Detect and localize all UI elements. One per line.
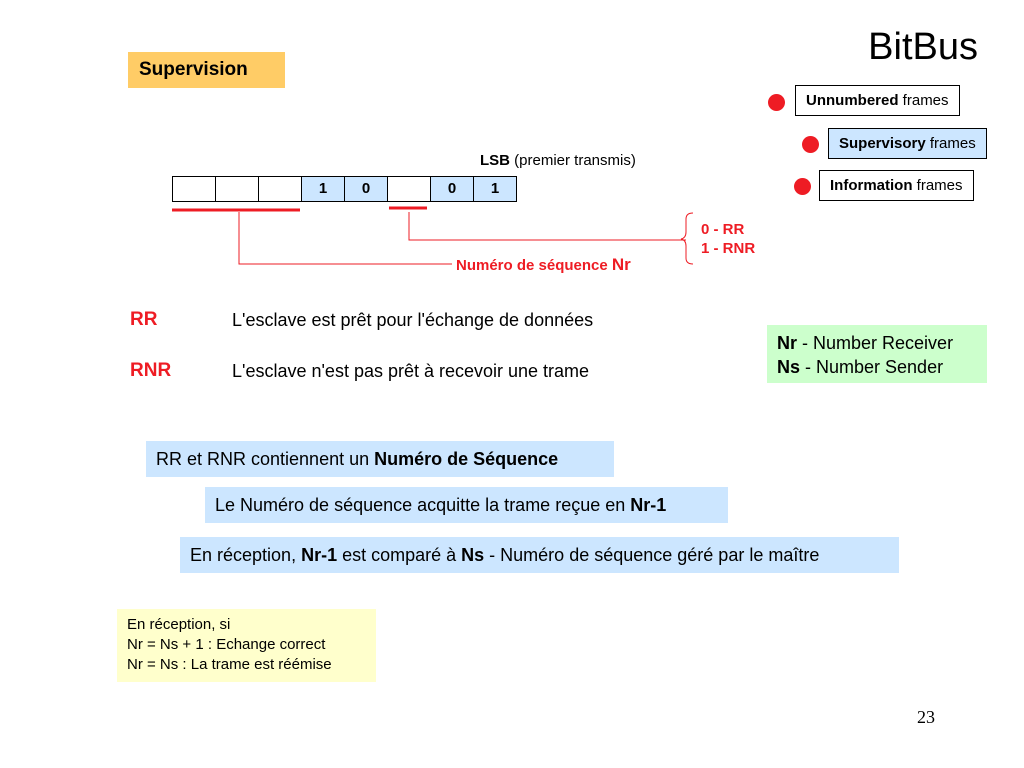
reception-rules-box bbox=[117, 609, 376, 682]
page-number: 23 bbox=[917, 707, 935, 727]
bit-cell bbox=[216, 177, 259, 201]
note-line-1 bbox=[146, 441, 614, 477]
information-dot-icon bbox=[794, 178, 811, 195]
abbr-ns bbox=[777, 355, 987, 379]
note-text: est comparé à bbox=[337, 545, 462, 565]
note-text: Le Numéro de séquence acquitte la trame reçue en bbox=[215, 495, 631, 515]
code-rnr: 1 - RNR bbox=[701, 240, 756, 257]
bit-cell bbox=[388, 177, 431, 201]
bit-field bbox=[172, 176, 517, 202]
abbr-bold: Ns bbox=[777, 357, 801, 377]
note-bold: Ns bbox=[461, 545, 485, 565]
abbr-rest: - Number Receiver bbox=[797, 333, 954, 353]
supervisory-dot-icon bbox=[802, 136, 819, 153]
sequence-nr: Nr bbox=[611, 255, 631, 274]
codes-brace bbox=[681, 213, 693, 264]
abbreviation-box bbox=[767, 325, 987, 383]
note-line-2 bbox=[205, 487, 728, 523]
note-bold: Numéro de Séquence bbox=[374, 449, 559, 469]
code-rr: 0 - RR bbox=[701, 221, 745, 238]
legend-rest: frames bbox=[925, 135, 976, 152]
reception-line: Nr = Ns : La trame est réémise bbox=[127, 656, 332, 673]
note-bold: Nr-1 bbox=[630, 495, 667, 515]
desc-rr: L'esclave est prêt pour l'échange de données bbox=[232, 310, 594, 330]
legend-rest: frames bbox=[898, 92, 949, 109]
legend-information bbox=[819, 170, 974, 201]
code-list bbox=[701, 220, 755, 258]
note-text: RR et RNR contiennent un bbox=[156, 449, 375, 469]
bit-cell: 0 bbox=[345, 177, 388, 201]
lsb-bold: LSB bbox=[480, 152, 510, 169]
term-rnr: RNR bbox=[130, 360, 172, 381]
legend-supervisory bbox=[828, 128, 987, 159]
legend-bold: Information bbox=[830, 177, 913, 194]
legend-unnumbered bbox=[795, 85, 960, 116]
bit-cell bbox=[173, 177, 216, 201]
desc-rnr: L'esclave n'est pas prêt à recevoir une trame bbox=[232, 361, 590, 381]
abbr-rest: - Number Sender bbox=[800, 357, 944, 377]
page-title: BitBus bbox=[868, 26, 978, 68]
bit-cell: 1 bbox=[474, 177, 516, 201]
bit-cell: 0 bbox=[431, 177, 474, 201]
lsb-label bbox=[480, 152, 636, 169]
note-line-3 bbox=[180, 537, 899, 573]
reception-line: En réception, si bbox=[127, 616, 231, 633]
term-rr: RR bbox=[130, 309, 158, 330]
lsb-rest: (premier transmis) bbox=[510, 152, 636, 169]
note-text: - Numéro de séquence géré par le maître bbox=[484, 545, 820, 565]
sequence-number-label bbox=[456, 255, 631, 275]
legend-bold: Supervisory bbox=[839, 135, 926, 152]
code-bit-connector bbox=[409, 212, 686, 240]
section-label: Supervision bbox=[128, 52, 285, 88]
reception-line: Nr = Ns + 1 : Echange correct bbox=[127, 636, 326, 653]
abbr-bold: Nr bbox=[777, 333, 798, 353]
sequence-text: Numéro de séquence bbox=[456, 257, 612, 274]
note-text: En réception, bbox=[190, 545, 302, 565]
unnumbered-dot-icon bbox=[768, 94, 785, 111]
bit-cell: 1 bbox=[302, 177, 345, 201]
note-bold: Nr-1 bbox=[301, 545, 338, 565]
nr-bits-connector bbox=[239, 212, 452, 264]
legend-rest: frames bbox=[912, 177, 963, 194]
abbr-nr bbox=[777, 331, 987, 355]
legend-bold: Unnumbered bbox=[806, 92, 899, 109]
bit-cell bbox=[259, 177, 302, 201]
